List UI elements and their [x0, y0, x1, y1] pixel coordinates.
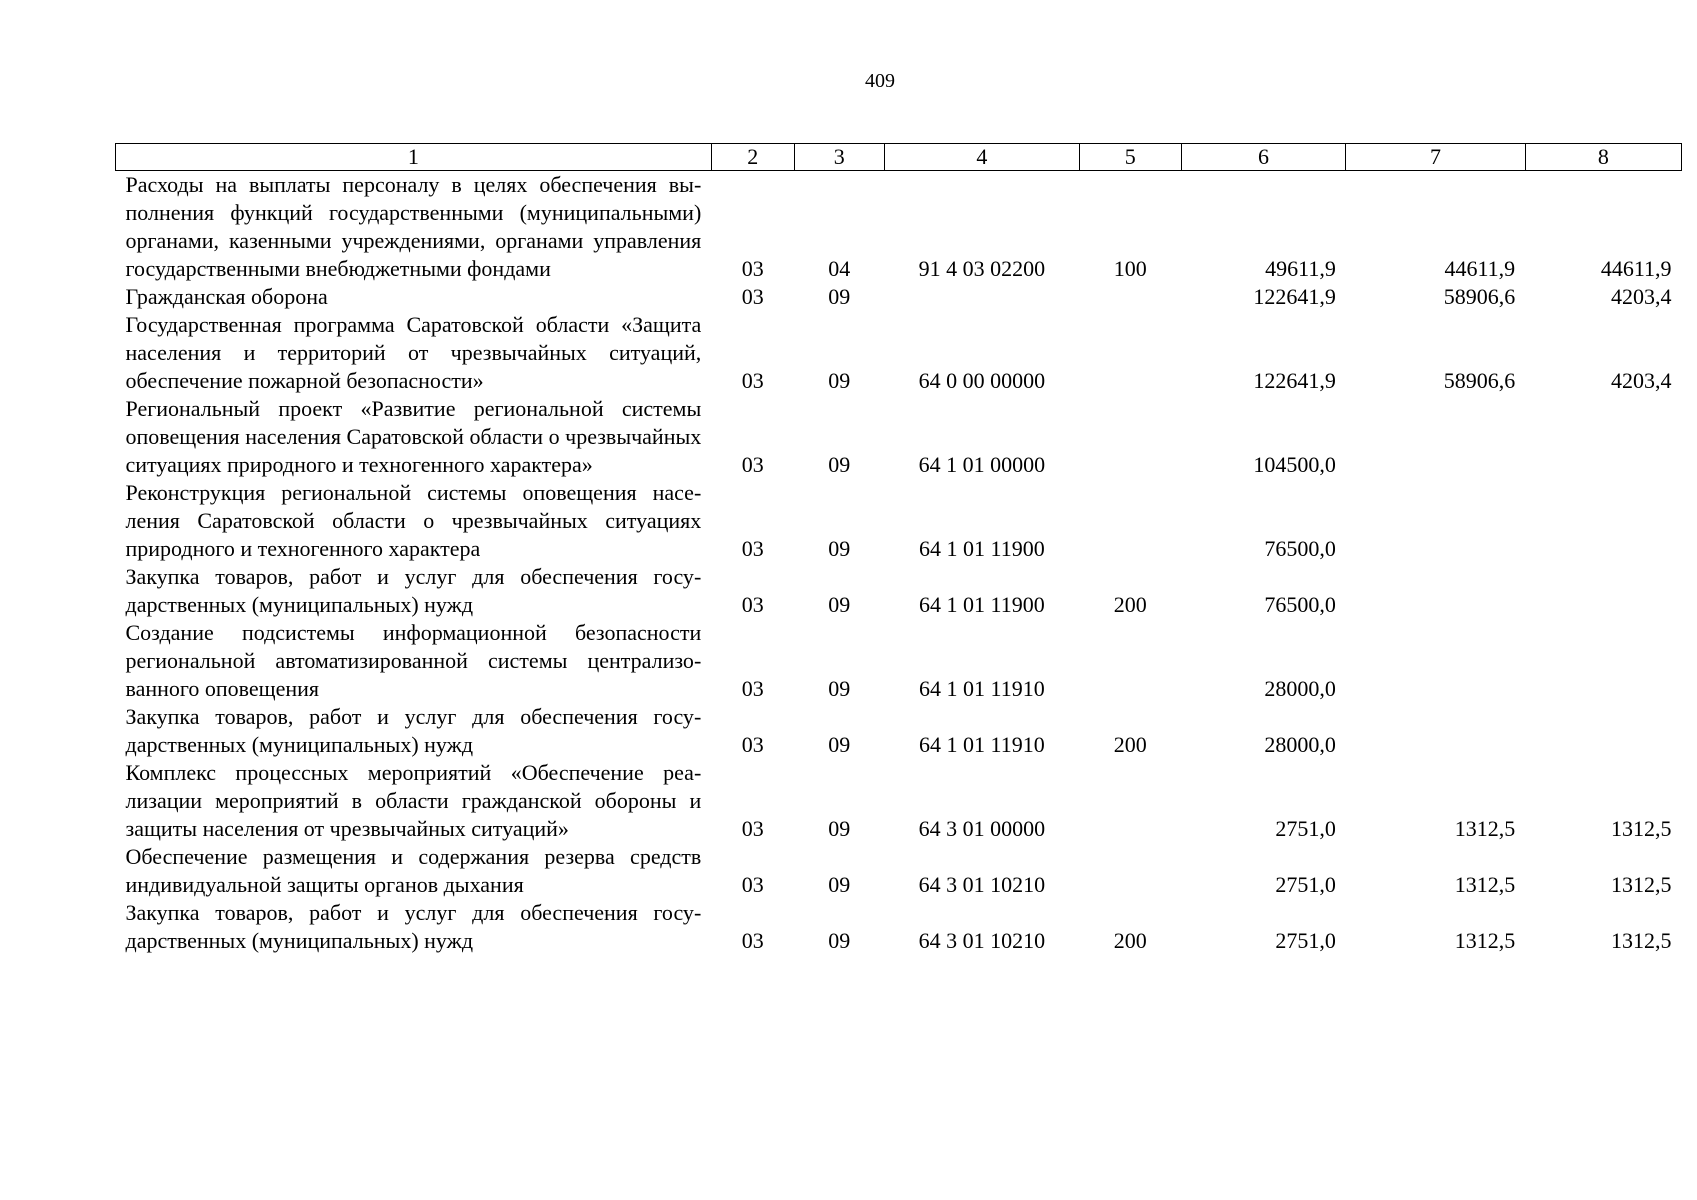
- header-row: [116, 144, 1682, 171]
- row-expense-type: [1079, 479, 1181, 563]
- row-amount-col7: [1346, 479, 1525, 563]
- row-subsection-code: 09: [828, 368, 851, 393]
- row-name: Закупка товаров, работ и услуг для обеспечения государственных (муниципальных) нужд: [125, 704, 702, 757]
- row-amount-col6: 28000,0: [1264, 676, 1336, 701]
- table-row: [116, 479, 1682, 563]
- row-target-article: [884, 283, 1079, 311]
- row-section-code: 03: [741, 816, 764, 841]
- row-name: Государственная программа Саратовской области «Защита населения и территорий от чрезвычайных ситуаций, обеспечение пожарной безопасности»: [125, 312, 702, 393]
- row-target-article: 64 1 01 11900: [919, 536, 1045, 561]
- column-header-5: 5: [1079, 144, 1181, 171]
- row-subsection-code: 09: [828, 676, 851, 701]
- row-name: Закупка товаров, работ и услуг для обеспечения государственных (муниципальных) нужд: [125, 564, 702, 617]
- row-amount-col8: 4203,4: [1611, 368, 1672, 393]
- row-expense-type: 100: [1113, 256, 1147, 281]
- row-subsection-code: 09: [828, 452, 851, 477]
- page-number: 409: [865, 70, 895, 92]
- column-header-2: 2: [711, 144, 794, 171]
- row-target-article: 64 1 01 11910: [919, 732, 1045, 757]
- row-expense-type: [1079, 311, 1181, 395]
- table-row: [116, 395, 1682, 479]
- row-subsection-code: 09: [828, 284, 851, 309]
- row-section-code: 03: [741, 256, 764, 281]
- row-name: Гражданская оборона: [125, 284, 328, 309]
- row-amount-col8: [1525, 479, 1681, 563]
- table-row: [116, 171, 1682, 284]
- budget-table: [115, 143, 1682, 955]
- row-amount-col8: [1525, 395, 1681, 479]
- row-section-code: 03: [741, 368, 764, 393]
- table-row: [116, 619, 1682, 703]
- row-amount-col6: 104500,0: [1253, 452, 1336, 477]
- row-target-article: 64 3 01 10210: [918, 928, 1046, 953]
- row-amount-col8: [1525, 703, 1681, 759]
- row-amount-col8: [1525, 563, 1681, 619]
- row-name: Комплекс процессных мероприятий «Обеспечение реализации мероприятий в области гражданской обороны и защиты населения от чрезвычайных ситуаций»: [125, 760, 702, 841]
- row-section-code: 03: [741, 452, 764, 477]
- row-expense-type: [1079, 283, 1181, 311]
- row-amount-col6: 2751,0: [1275, 816, 1336, 841]
- column-header-4: 4: [884, 144, 1079, 171]
- row-amount-col7: [1346, 563, 1525, 619]
- column-header-8: 8: [1525, 144, 1681, 171]
- row-section-code: 03: [741, 676, 764, 701]
- row-expense-type: [1079, 395, 1181, 479]
- row-target-article: 64 3 01 10210: [918, 872, 1046, 897]
- row-amount-col7: 1312,5: [1454, 872, 1516, 897]
- row-section-code: 03: [741, 536, 764, 561]
- row-subsection-code: 09: [828, 732, 851, 757]
- table-row: [116, 843, 1682, 899]
- column-header-6: 6: [1181, 144, 1346, 171]
- row-subsection-code: 09: [828, 536, 851, 561]
- row-name: Закупка товаров, работ и услуг для обеспечения государственных (муниципальных) нужд: [125, 900, 702, 953]
- row-expense-type: 200: [1113, 732, 1147, 757]
- row-subsection-code: 09: [828, 816, 851, 841]
- row-amount-col6: 28000,0: [1264, 732, 1336, 757]
- row-subsection-code: 09: [828, 928, 851, 953]
- row-section-code: 03: [741, 872, 764, 897]
- row-amount-col8: 4203,4: [1611, 284, 1672, 309]
- row-amount-col6: 2751,0: [1275, 928, 1336, 953]
- row-name: Создание подсистемы информационной безопасности региональной автоматизированной системы централизованного оповещения: [125, 620, 702, 701]
- row-amount-col8: 1312,5: [1611, 872, 1672, 897]
- row-amount-col7: 58906,6: [1443, 368, 1516, 393]
- row-amount-col6: 122641,9: [1253, 368, 1336, 393]
- row-subsection-code: 04: [828, 256, 851, 281]
- row-amount-col7: [1346, 703, 1525, 759]
- column-header-1: 1: [116, 144, 712, 171]
- row-target-article: 64 1 01 11900: [919, 592, 1045, 617]
- row-target-article: 64 1 01 00000: [918, 452, 1046, 477]
- row-expense-type: 200: [1113, 592, 1147, 617]
- table-row: [116, 563, 1682, 619]
- row-target-article: 64 0 00 00000: [918, 368, 1046, 393]
- row-section-code: 03: [741, 732, 764, 757]
- row-amount-col8: 44611,9: [1600, 256, 1672, 281]
- row-expense-type: 200: [1113, 928, 1147, 953]
- row-amount-col8: 1312,5: [1611, 816, 1672, 841]
- row-amount-col7: [1346, 619, 1525, 703]
- row-target-article: 64 1 01 11910: [919, 676, 1045, 701]
- row-amount-col7: 1312,5: [1454, 816, 1516, 841]
- table-row: [116, 899, 1682, 955]
- row-subsection-code: 09: [828, 872, 851, 897]
- row-subsection-code: 09: [828, 592, 851, 617]
- row-name: Региональный проект «Развитие региональной системы оповещения населения Саратовской области о чрезвычайных ситуациях природного и техногенного характера»: [125, 396, 702, 477]
- row-amount-col8: [1525, 619, 1681, 703]
- row-amount-col6: 76500,0: [1264, 536, 1336, 561]
- row-expense-type: [1079, 759, 1181, 843]
- row-amount-col7: 44611,9: [1444, 256, 1516, 281]
- table-row: [116, 759, 1682, 843]
- table-row: [116, 703, 1682, 759]
- row-amount-col7: 58906,6: [1443, 284, 1516, 309]
- row-amount-col7: [1346, 395, 1525, 479]
- row-amount-col6: 2751,0: [1275, 872, 1336, 897]
- row-name: Реконструкция региональной системы оповещения населения Саратовской области о чрезвычайных ситуациях природного и техногенного характера: [125, 480, 702, 561]
- row-expense-type: [1079, 843, 1181, 899]
- row-name: Расходы на выплаты персоналу в целях обеспечения выполнения функций государственными (муниципальными) органами, казенными учреждениями, органами управления государственными внебюджетными фондами: [125, 172, 702, 281]
- row-amount-col6: 49611,9: [1265, 256, 1336, 281]
- table-row: [116, 311, 1682, 395]
- row-amount-col6: 122641,9: [1253, 284, 1336, 309]
- row-target-article: 91 4 03 02200: [918, 256, 1046, 281]
- row-amount-col7: 1312,5: [1454, 928, 1516, 953]
- row-target-article: 64 3 01 00000: [918, 816, 1046, 841]
- row-section-code: 03: [741, 284, 764, 309]
- row-amount-col6: 76500,0: [1264, 592, 1336, 617]
- row-section-code: 03: [741, 928, 764, 953]
- row-expense-type: [1079, 619, 1181, 703]
- row-amount-col8: 1312,5: [1611, 928, 1672, 953]
- table-body: [116, 171, 1682, 956]
- column-header-3: 3: [794, 144, 884, 171]
- column-header-7: 7: [1346, 144, 1525, 171]
- row-section-code: 03: [741, 592, 764, 617]
- row-name: Обеспечение размещения и содержания резерва средств индивидуальной защиты органов дыхания: [125, 844, 702, 897]
- table-row: [116, 283, 1682, 311]
